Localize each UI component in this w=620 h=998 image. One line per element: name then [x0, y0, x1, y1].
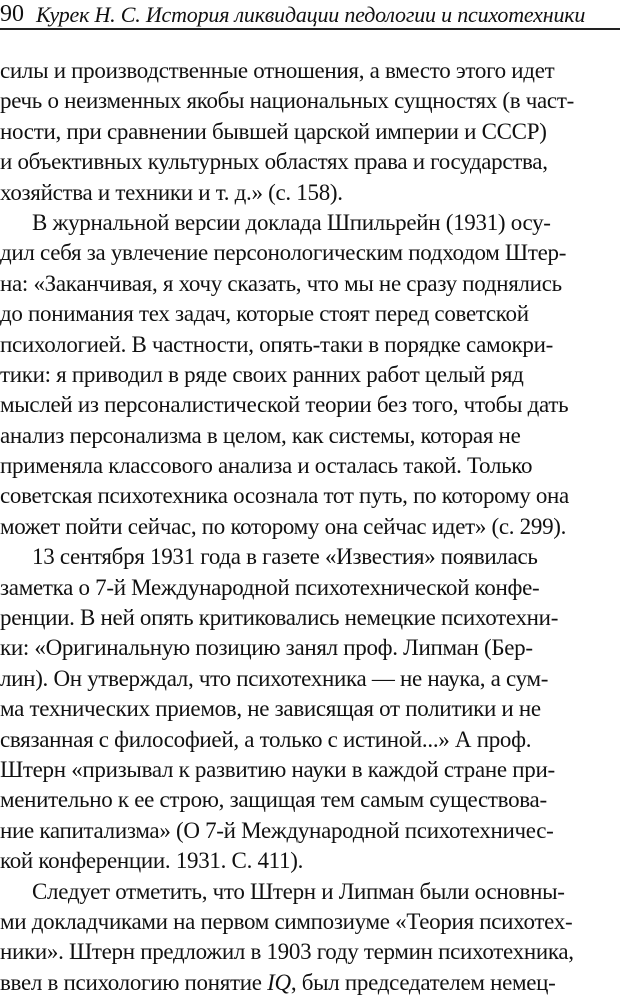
paragraph-first-line: Следует отметить, что Штерн и Липман были основны-: [32, 878, 565, 904]
text-fragment: , был председателем немец-: [290, 969, 556, 995]
running-title: Курек Н. С. История ликвидации педологии и психотехники: [36, 2, 586, 27]
paragraph-first-line: В журнальной версии доклада Шпильрейн (1931) осу-: [32, 209, 551, 235]
text-line: анализ персонализма в целом, как системы, которая не: [0, 422, 521, 448]
text-fragment: ввел в психологию понятие: [0, 969, 268, 995]
text-line: может пойти сейчас, по которому она сейчас идет» (с. 299).: [0, 513, 567, 539]
text-line: мыслей из персоналистической теории без того, чтобы дать: [0, 392, 569, 418]
text-line: на: «Заканчивая, я хочу сказать, что мы не сразу поднялись: [0, 270, 562, 296]
text-line: и объективных культурных областях права и государства,: [0, 149, 548, 175]
text-line: ки: «Оригинальную позицию занял проф. Липман (Бер-: [0, 635, 533, 661]
text-line: речь о неизменных якобы национальных сущностях (в част-: [0, 88, 574, 114]
text-line: хозяйства и техники и т. д.» (с. 158).: [0, 179, 343, 205]
text-line: советская психотехника осознала тот путь, по которому она: [0, 483, 569, 509]
paragraph-first-line: 13 сентября 1931 года в газете «Известия» появилась: [32, 544, 538, 570]
text-line: силы и производственные отношения, а вместо этого идет: [0, 58, 555, 83]
text-line: менительно к ее строю, защищая тем самым существова-: [0, 787, 547, 813]
text-line: до понимания тех задач, которые стоят перед советской: [0, 301, 529, 327]
text-line-last: [0, 968, 620, 998]
text-line: ми докладчиками на первом симпозиуме «Теория психотех-: [0, 908, 573, 934]
text-line: дил себя за увлечение персонологическим подходом Штер-: [0, 240, 567, 266]
page-number: 90: [0, 1, 24, 27]
text-line: ние капитализма» (О 7-й Международной психотехничес-: [0, 817, 554, 843]
text-line: ники». Штерн предложил в 1903 году термин психотехника,: [0, 939, 574, 965]
body-text: [0, 56, 620, 998]
text-line: ности, при сравнении бывшей царской империи и СССР): [0, 118, 547, 144]
header-rule: [0, 28, 620, 30]
italic-term: IQ: [267, 969, 291, 995]
text-line: психологией. В частности, опять-таки в порядке самокри-: [0, 331, 553, 357]
text-line: ма технических приемов, не зависящая от политики и не: [0, 696, 541, 722]
text-line: тики: я приводил в ряде своих ранних работ целый ряд: [0, 361, 524, 387]
page-header: [0, 0, 620, 34]
text-line: заметка о 7-й Международной психотехнической конфе-: [0, 574, 540, 600]
text-line: лин). Он утверждал, что психотехника — не наука, а сум-: [0, 665, 549, 691]
text-line: кой конференции. 1931. С. 411).: [0, 848, 304, 874]
text-line: Штерн «призывал к развитию науки в каждой стране при-: [0, 756, 555, 782]
text-line: применяла классового анализа и осталась такой. Только: [0, 453, 533, 479]
text-line: ренции. В ней опять критиковались немецкие психотехни-: [0, 605, 559, 631]
text-line: связанная с философией, а только с истиной...» А проф.: [0, 726, 532, 752]
